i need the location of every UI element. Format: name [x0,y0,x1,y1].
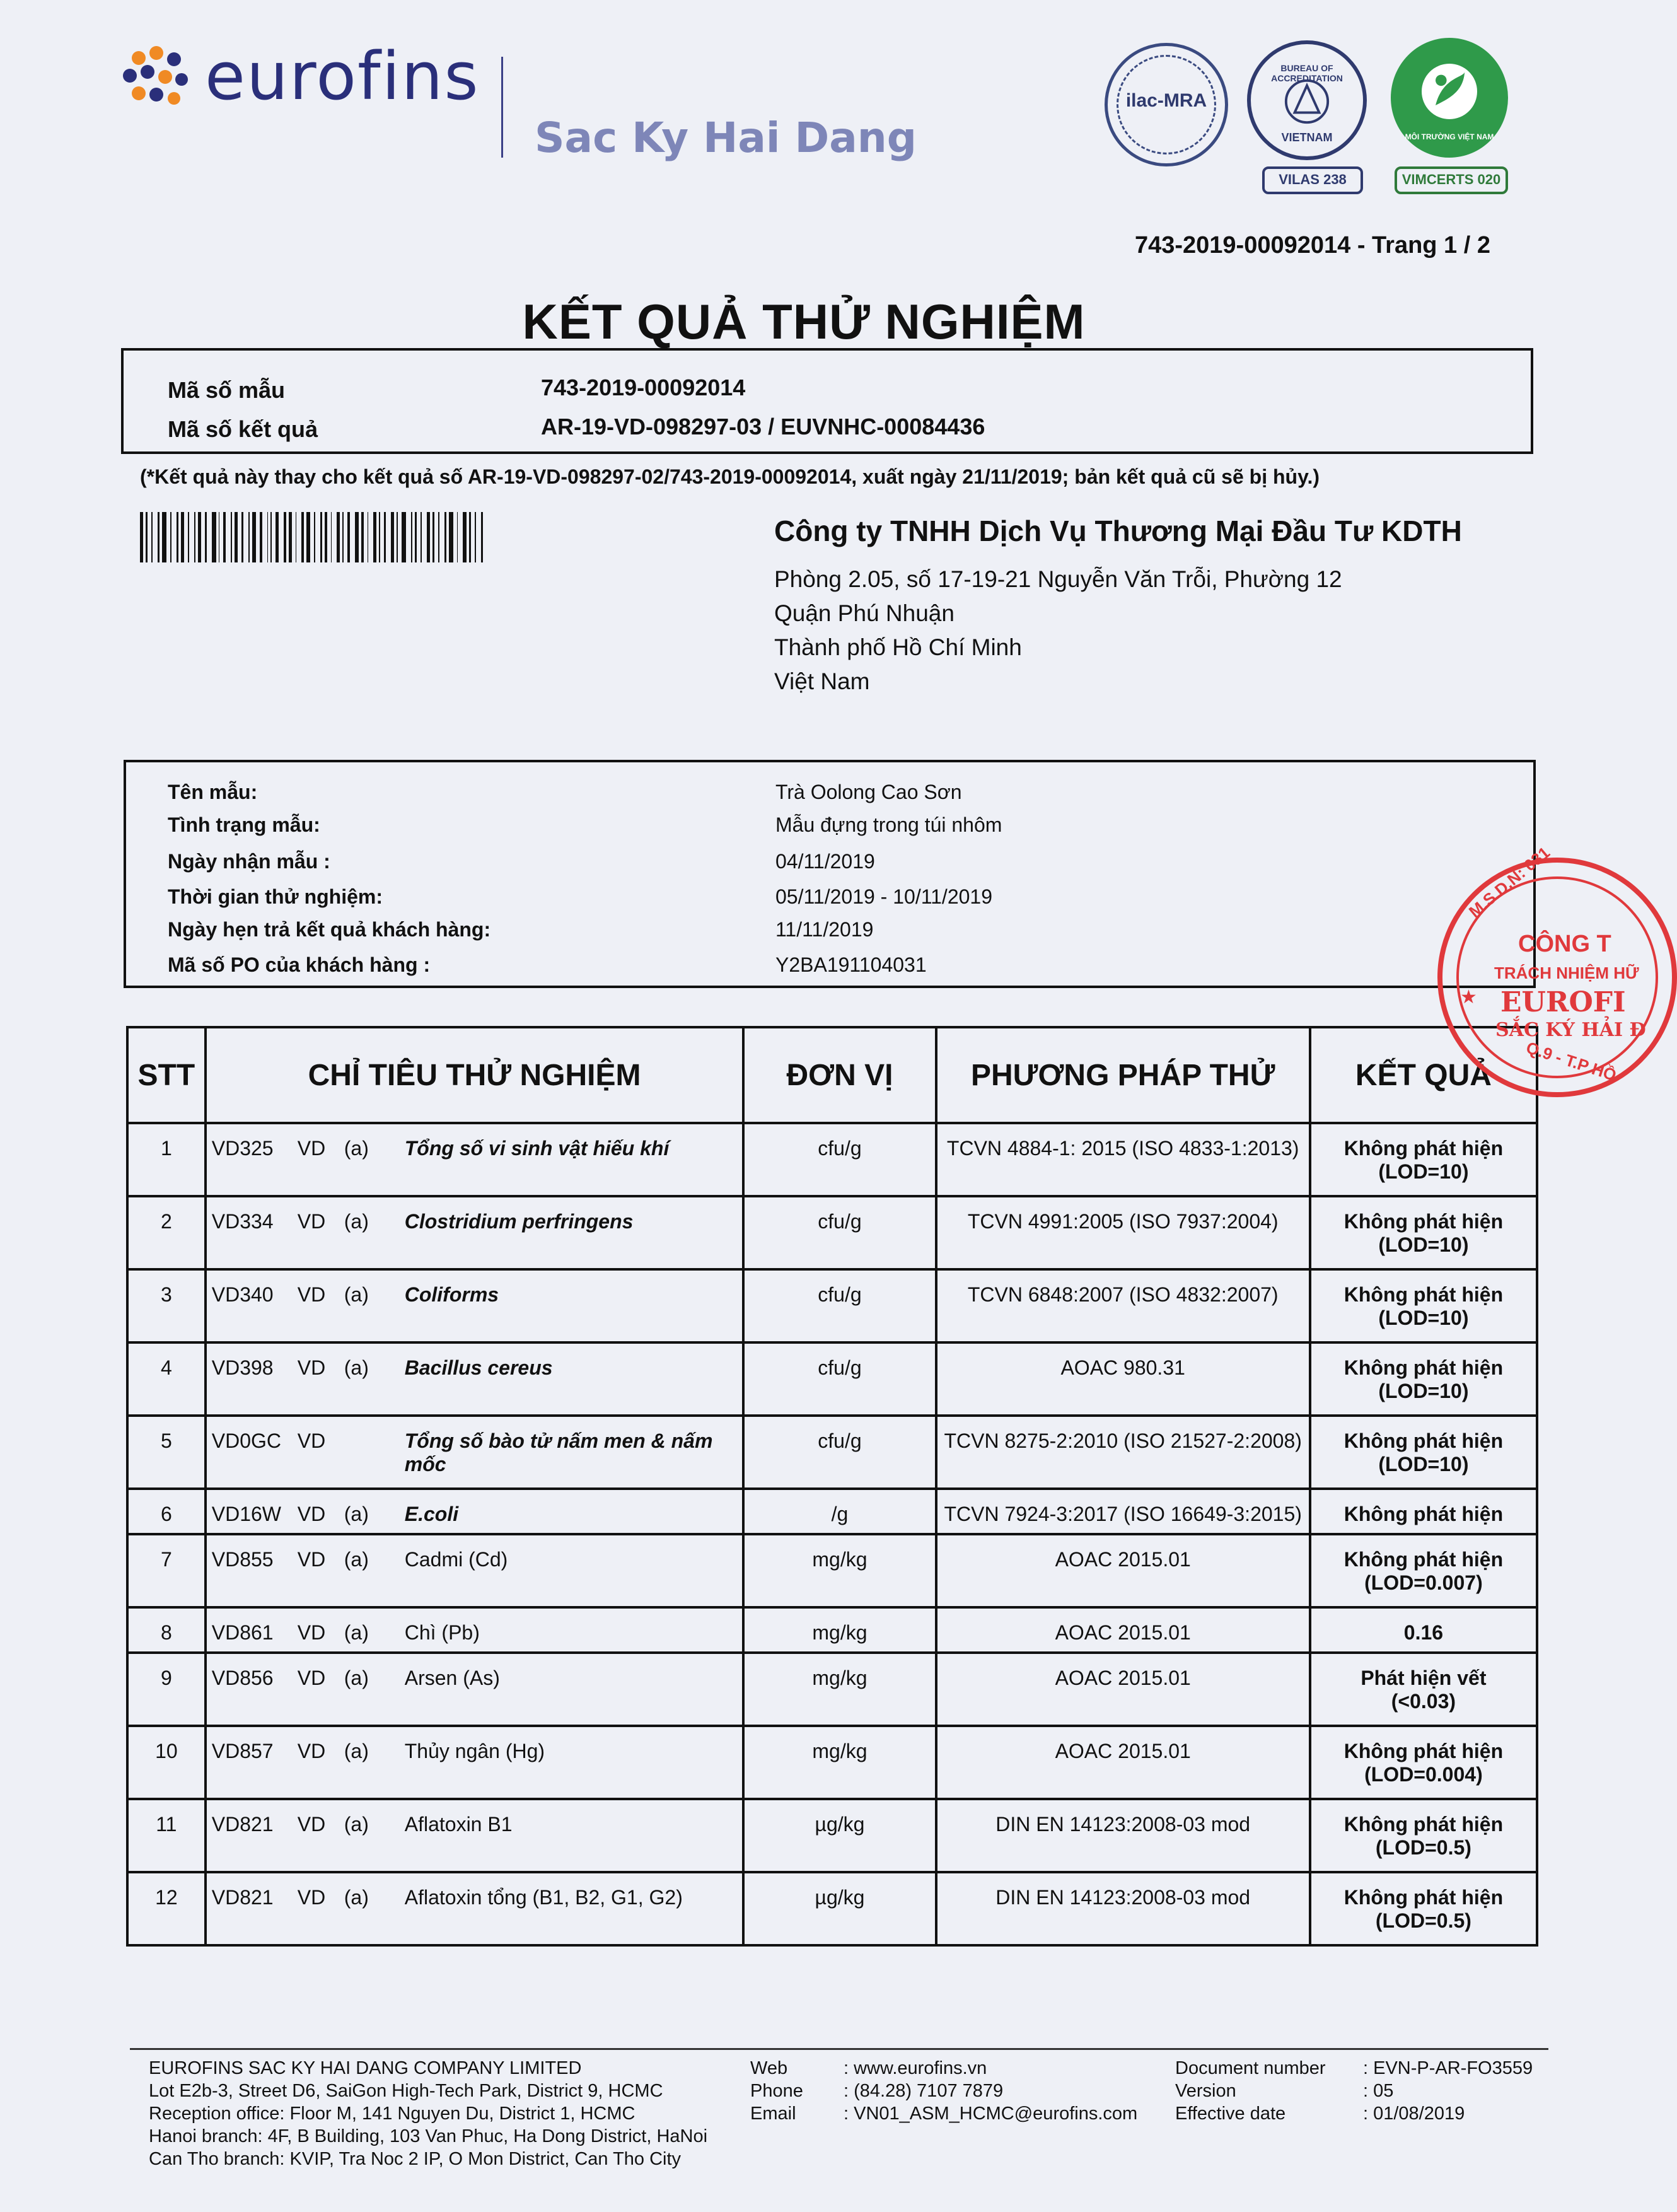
footer-contact-values [844,2057,1137,2125]
row-flag: (a) [344,1740,369,1762]
vilas-badge: VILAS 238 [1262,166,1363,194]
row-unit: /g [743,1489,936,1534]
barcode-bar [219,512,220,562]
footer-docnum-label: Document number [1175,2058,1326,2078]
row-test-item [206,1123,744,1196]
stamp-line: SẮC KÝ HẢI Đ [1495,1019,1646,1041]
barcode-bar [301,512,303,562]
row-result [1310,1269,1537,1342]
row-method: TCVN 7924-3:2017 (ISO 16649-3:2015) [936,1489,1310,1534]
row-code: VD857 [211,1740,274,1762]
table-row [127,1196,1537,1269]
footer-effective-label: Effective date [1175,2104,1286,2124]
barcode-bar [181,512,184,562]
row-result-lod: (LOD=0.5) [1375,1909,1471,1932]
barcode-bar [331,512,332,562]
row-result-lod: (LOD=0.007) [1364,1571,1483,1594]
barcode-bar [475,512,476,562]
footer-doc-values [1363,2057,1533,2125]
header-divider [501,57,503,158]
company-stamp [1437,842,1677,1097]
barcode-bar [194,512,195,562]
footer-company-line: Lot E2b-3, Street D6, SaiGon High-Tech Park, District 9, HCMC [149,2081,663,2101]
row-name: Arsen (As) [404,1667,500,1689]
row-flag: (a) [344,1210,369,1233]
row-unit: mg/kg [743,1653,936,1726]
info-value-sample-name: Trà Oolong Cao Sơn [775,781,962,803]
row-name: Clostridium perfringens [404,1210,634,1233]
barcode-bar [296,512,297,562]
row-stt: 1 [127,1123,206,1196]
row-stt: 4 [127,1342,206,1416]
row-test-item [206,1534,744,1607]
row-result-text: Không phát hiện [1343,1548,1504,1571]
row-test-item [206,1653,744,1726]
table-row [127,1799,1537,1872]
row-lab: VD [297,1283,326,1306]
row-stt: 3 [127,1269,206,1342]
row-method: TCVN 4991:2005 (ISO 7937:2004) [936,1196,1310,1269]
stamp-line: CÔNG T [1518,931,1611,957]
row-flag: (a) [344,1283,369,1306]
row-result-lod: (LOD=10) [1378,1307,1469,1329]
row-flag: (a) [344,1813,369,1836]
barcode-bar [457,512,458,562]
stamp-line: TRÁCH NHIỆM HỮ [1494,963,1639,982]
brand-name: eurofins [205,38,480,115]
footer-web-label: Web [750,2058,788,2078]
barcode-bar [170,512,171,562]
row-code: VD325 [211,1137,274,1160]
stamp-line: EUROFI [1500,986,1626,1018]
row-name: Chì (Pb) [404,1621,480,1644]
row-flag: (a) [344,1667,369,1689]
barcode-bar [146,512,148,562]
info-label-condition: Tình trạng mẫu: [168,813,320,836]
table-row [127,1269,1537,1342]
page-reference: 743-2019-00092014 - Trang 1 / 2 [1134,232,1490,259]
replacement-note: (*Kết quả này thay cho kết quả số AR-19-VD-098297-02/743-2019-00092014, xuất ngày 21/11/2019; bản kết quả cũ sẽ bị hủy.) [140,465,1320,488]
barcode [140,512,485,562]
row-stt: 9 [127,1653,206,1726]
row-result-lod: (<0.03) [1391,1690,1456,1713]
barcode-bar [463,512,466,562]
row-lab: VD [297,1137,326,1160]
footer-doc-labels [1175,2057,1326,2125]
env-label: MÔI TRƯỜNG VIỆT NAM [1405,132,1494,141]
barcode-bar [415,512,417,562]
eurofins-logo [120,38,498,114]
footer-company-line: Hanoi branch: 4F, B Building, 103 Van Phuc, Ha Dong District, HaNoi [149,2126,708,2146]
table-row [127,1342,1537,1416]
row-result-text: Không phát hiện [1343,1740,1504,1762]
row-result-text: Không phát hiện [1343,1813,1504,1836]
row-test-item [206,1726,744,1799]
row-lab: VD [297,1356,326,1379]
row-stt: 12 [127,1872,206,1945]
row-stt: 6 [127,1489,206,1534]
row-result-text: Không phát hiện [1343,1137,1504,1160]
info-label-received: Ngày nhận mẫu : [168,850,330,873]
sample-id-label: Mã số mẫu [168,377,286,403]
row-result [1310,1123,1537,1196]
barcode-bar [320,512,322,562]
row-unit: µg/kg [743,1799,936,1872]
footer-company-line: Reception office: Floor M, 141 Nguyen Du, District 1, HCMC [149,2104,635,2124]
row-code: VD861 [211,1621,274,1644]
row-method: AOAC 2015.01 [936,1653,1310,1726]
barcode-bar [432,512,434,562]
row-flag: (a) [344,1621,369,1644]
info-value-due-date: 11/11/2019 [775,918,874,941]
row-result-lod: (LOD=10) [1378,1453,1469,1476]
stamp-star-icon: ★ [1460,987,1477,1008]
boa-seal [1247,40,1367,160]
result-id-label: Mã số kết quả [168,416,318,442]
row-method: DIN EN 14123:2008-03 mod [936,1872,1310,1945]
row-test-item [206,1342,744,1416]
row-result [1310,1607,1537,1653]
stamp-ring-text: M.S.D.N: 031 [1465,842,1553,921]
barcode-bar [212,512,216,562]
barcode-bar [438,512,439,562]
barcode-bar [347,512,349,562]
ilac-seal [1105,43,1228,166]
row-result-lod: (LOD=10) [1378,1160,1469,1183]
row-name: Aflatoxin tổng (B1, B2, G1, G2) [404,1886,683,1909]
barcode-bar [469,512,471,562]
customer-address-line: Thành phố Hồ Chí Minh [774,634,1022,660]
row-name: Thủy ngân (Hg) [404,1740,545,1762]
row-unit: µg/kg [743,1872,936,1945]
boa-label: BUREAU OF ACCREDITATION [1271,63,1343,83]
footer-phone-label: Phone [750,2081,803,2101]
footer-version-label: Version [1175,2081,1236,2101]
ids-box [121,348,1533,454]
barcode-bar [260,512,262,562]
barcode-bar [449,512,453,562]
table-row [127,1534,1537,1607]
table-header-row [127,1027,1537,1123]
barcode-bar [391,512,394,562]
barcode-bar [252,512,257,562]
barcode-bar [267,512,269,562]
header-result: KẾT QUẢ [1310,1027,1537,1123]
barcode-bar [411,512,412,562]
row-name: Bacillus cereus [404,1356,553,1379]
barcode-bar [379,512,380,562]
leaf-emblem-icon [1415,57,1484,126]
document-title: KẾT QUẢ THỬ NGHIỆM [522,294,1086,349]
info-label-test-period: Thời gian thử nghiệm: [168,885,383,908]
table-row [127,1489,1537,1534]
row-flag: (a) [344,1503,369,1525]
barcode-bar [397,512,398,562]
sample-id-value: 743-2019-00092014 [541,375,746,400]
row-method: AOAC 2015.01 [936,1607,1310,1653]
row-code: VD0GC [211,1429,281,1452]
row-stt: 11 [127,1799,206,1872]
barcode-bar [337,512,340,562]
row-unit: cfu/g [743,1342,936,1416]
barcode-bar [368,512,369,562]
footer-effective-value: : 01/08/2019 [1363,2104,1465,2124]
barcode-bar [289,512,292,562]
barcode-bar [325,512,327,562]
footer-phone-value: : (84.28) 7107 7879 [844,2081,1004,2101]
header-stt: STT [127,1027,206,1123]
row-name: Aflatoxin B1 [404,1813,513,1836]
info-value-po: Y2BA191104031 [775,953,927,976]
row-method: TCVN 4884-1: 2015 (ISO 4833-1:2013) [936,1123,1310,1196]
row-code: VD821 [211,1813,274,1836]
barcode-bar [198,512,201,562]
row-test-item [206,1872,744,1945]
row-code: VD334 [211,1210,274,1233]
barcode-bar [481,512,483,562]
footer-divider [130,2048,1548,2050]
info-label-po: Mã số PO của khách hàng : [168,953,431,976]
row-method: TCVN 6848:2007 (ISO 4832:2007) [936,1269,1310,1342]
row-lab: VD [297,1429,326,1452]
row-name: Tổng số vi sinh vật hiếu khí [404,1137,670,1160]
row-flag: (a) [344,1548,369,1571]
row-result-text: Không phát hiện [1343,1503,1504,1525]
barcode-bar [177,512,178,562]
row-stt: 10 [127,1726,206,1799]
customer-address-line: Việt Nam [774,668,870,694]
row-code: VD855 [211,1548,274,1571]
barcode-bar [231,512,232,562]
row-unit: cfu/g [743,1269,936,1342]
row-result-text: Không phát hiện [1343,1283,1504,1306]
boa-emblem-icon [1282,77,1332,126]
row-lab: VD [297,1621,326,1644]
barcode-bar [444,512,446,562]
barcode-bar [162,512,166,562]
row-method: AOAC 2015.01 [936,1726,1310,1799]
row-stt: 8 [127,1607,206,1653]
row-stt: 7 [127,1534,206,1607]
table-row [127,1123,1537,1196]
row-result [1310,1342,1537,1416]
ilac-label: ilac-MRA [1125,90,1207,111]
footer-version-value: : 05 [1363,2081,1394,2101]
footer-web-link[interactable]: : www.eurofins.vn [844,2058,987,2078]
barcode-bar [223,512,225,562]
row-result-text: Không phát hiện [1343,1356,1504,1379]
row-code: VD16W [211,1503,281,1525]
row-lab: VD [297,1503,326,1525]
row-result-lod: (LOD=10) [1378,1233,1469,1256]
barcode-bar [306,512,311,562]
row-code: VD821 [211,1886,274,1909]
row-flag: (a) [344,1356,369,1379]
barcode-bar [276,512,279,562]
row-lab: VD [297,1740,326,1762]
row-result [1310,1726,1537,1799]
row-test-item [206,1196,744,1269]
row-code: VD398 [211,1356,274,1379]
row-method: AOAC 2015.01 [936,1534,1310,1607]
footer-email-link[interactable]: : VN01_ASM_HCMC@eurofins.com [844,2104,1138,2124]
row-result-lod: (LOD=0.5) [1375,1836,1471,1859]
row-method: TCVN 8275-2:2010 (ISO 21527-2:2008) [936,1416,1310,1489]
row-test-item [206,1489,744,1534]
result-id-value: AR-19-VD-098297-03 / EUVNHC-00084436 [541,414,985,439]
row-result-text: 0.16 [1403,1621,1444,1644]
barcode-bar [427,512,430,562]
row-result [1310,1416,1537,1489]
vimcerts-badge: VIMCERTS 020 [1395,166,1508,194]
row-test-item [206,1607,744,1653]
customer-address-line: Quận Phú Nhuận [774,600,955,626]
footer-company-line: Can Tho branch: KVIP, Tra Noc 2 IP, O Mon District, Can Tho City [149,2149,682,2169]
footer-docnum-value: : EVN-P-AR-FO3559 [1363,2058,1533,2078]
footer-contact-labels [750,2057,803,2125]
info-value-test-period: 05/11/2019 - 10/11/2019 [775,885,992,908]
row-lab: VD [297,1548,326,1571]
row-result-lod: (LOD=10) [1378,1380,1469,1402]
sub-brand: Sac Ky Hai Dang [535,114,917,162]
row-name: Coliforms [404,1283,499,1306]
barcode-bar [205,512,207,562]
barcode-bar [158,512,160,562]
row-result [1310,1872,1537,1945]
boa-country: VIETNAM [1281,131,1333,144]
row-test-item [206,1799,744,1872]
stamp-ring-text: Q.9 - T.P HỒ [1524,1037,1619,1085]
row-result [1310,1196,1537,1269]
info-label-due-date: Ngày hẹn trả kết quả khách hàng: [168,918,491,941]
barcode-bar [270,512,272,562]
vimcerts-seal [1391,38,1508,158]
barcode-bar [151,512,153,562]
row-name: E.coli [404,1503,459,1525]
barcode-bar [284,512,286,562]
row-lab: VD [297,1667,326,1689]
row-result-text: Không phát hiện [1343,1886,1504,1909]
barcode-bar [402,512,406,562]
customer-address-line: Phòng 2.05, số 17-19-21 Nguyễn Văn Trỗi, Phường 12 [774,566,1342,592]
results-table [126,1026,1538,1947]
barcode-bar [140,512,143,562]
table-row [127,1726,1537,1799]
row-result-text: Không phát hiện [1343,1210,1504,1233]
row-test-item [206,1269,744,1342]
row-result-lod: (LOD=0.004) [1364,1763,1483,1786]
barcode-bar [188,512,189,562]
eurofins-dots-icon [120,44,189,114]
info-label-sample-name: Tên mẫu: [168,781,258,803]
row-unit: mg/kg [743,1534,936,1607]
barcode-bar [373,512,376,562]
barcode-bar [235,512,238,562]
barcode-bar [361,512,363,562]
row-code: VD856 [211,1667,274,1689]
row-result-text: Phát hiện vết [1361,1667,1487,1689]
barcode-bar [248,512,250,562]
row-result [1310,1799,1537,1872]
row-unit: cfu/g [743,1123,936,1196]
header-unit: ĐƠN VỊ [743,1027,936,1123]
table-row [127,1416,1537,1489]
header-method: PHƯƠNG PHÁP THỬ [936,1027,1310,1123]
barcode-bar [384,512,386,562]
barcode-bar [342,512,344,562]
row-unit: mg/kg [743,1726,936,1799]
footer-company [149,2057,707,2170]
header-test-item: CHỈ TIÊU THỬ NGHIỆM [206,1027,744,1123]
barcode-bar [314,512,315,562]
row-unit: cfu/g [743,1416,936,1489]
row-unit: mg/kg [743,1607,936,1653]
row-result [1310,1534,1537,1607]
row-lab: VD [297,1813,326,1836]
info-value-condition: Mẫu đựng trong túi nhôm [775,813,1002,836]
row-test-item [206,1416,744,1489]
row-lab: VD [297,1210,326,1233]
barcode-bar [421,512,422,562]
table-row [127,1607,1537,1653]
row-lab: VD [297,1886,326,1909]
row-flag: (a) [344,1886,369,1909]
footer-email-label: Email [750,2104,796,2124]
row-name: Cadmi (Cd) [404,1548,508,1571]
customer-name: Công ty TNHH Dịch Vụ Thương Mại Đầu Tư KDTH [774,515,1462,547]
table-row [127,1872,1537,1945]
row-code: VD340 [211,1283,274,1306]
barcode-bar [241,512,243,562]
row-result [1310,1489,1537,1534]
row-stt: 5 [127,1416,206,1489]
footer-company-line: EUROFINS SAC KY HAI DANG COMPANY LIMITED [149,2058,582,2078]
row-result-text: Không phát hiện [1343,1429,1504,1452]
info-value-received: 04/11/2019 [775,850,875,873]
row-unit: cfu/g [743,1196,936,1269]
row-stt: 2 [127,1196,206,1269]
row-result [1310,1653,1537,1726]
row-method: DIN EN 14123:2008-03 mod [936,1799,1310,1872]
table-row [127,1653,1537,1726]
row-name: Tổng số bào tử nấm men & nấm mốc [404,1429,713,1476]
barcode-bar [355,512,359,562]
row-flag: (a) [344,1137,369,1160]
row-method: AOAC 980.31 [936,1342,1310,1416]
